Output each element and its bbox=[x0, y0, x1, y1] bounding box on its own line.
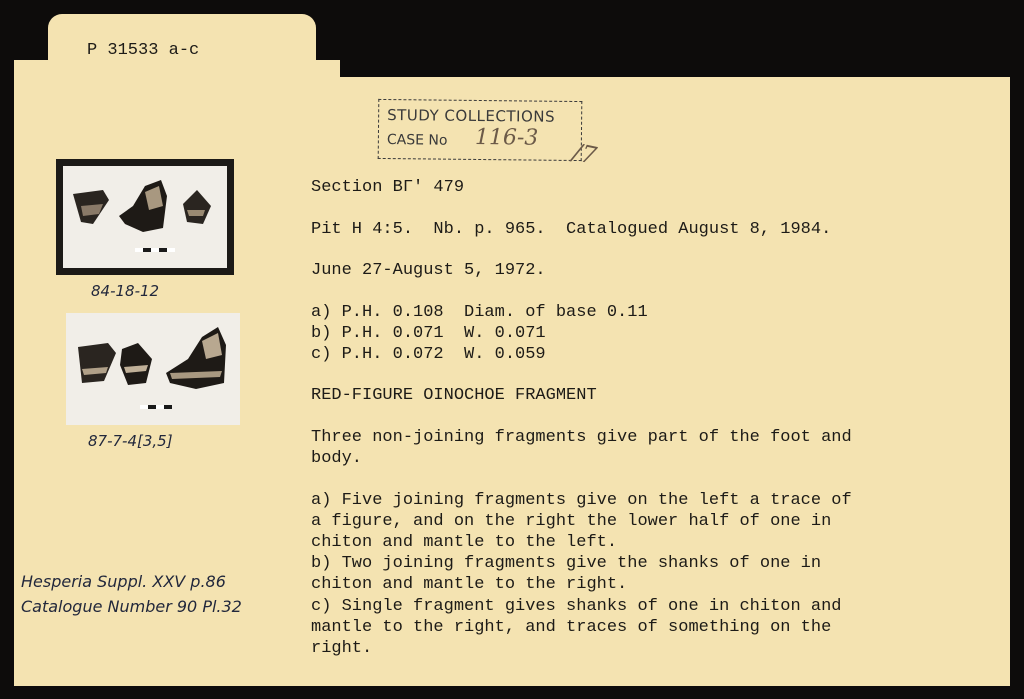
description-line: body. bbox=[311, 449, 363, 468]
measurement-c: c) P.H. 0.072 W. 0.059 bbox=[311, 345, 546, 364]
measurement-a: a) P.H. 0.108 Diam. of base 0.11 bbox=[311, 303, 648, 322]
details-line: chiton and mantle to the left. bbox=[311, 533, 618, 552]
study-collections-stamp bbox=[378, 99, 583, 161]
stamp-annotation: /7 bbox=[570, 137, 600, 171]
fragment-photo-2 bbox=[66, 313, 240, 425]
section-line: Section BΓ' 479 bbox=[311, 178, 465, 197]
details-line: a figure, and on the right the lower half of one in bbox=[311, 512, 832, 531]
details-line: mantle to the right, and traces of something on the bbox=[311, 618, 832, 637]
details-line: right. bbox=[311, 639, 373, 658]
details-line: a) Five joining fragments give on the left a trace of bbox=[311, 491, 852, 510]
fragment-photo-2-image bbox=[66, 313, 240, 425]
details-line: c) Single fragment gives shanks of one in chiton and bbox=[311, 597, 842, 616]
photo-1-caption: 84-18-12 bbox=[91, 282, 160, 300]
fragment-photo-1-print bbox=[63, 166, 227, 268]
photo-2-caption: 87-7-4[3,5] bbox=[88, 432, 173, 450]
publication-reference-line2: Catalogue Number 90 Pl.32 bbox=[21, 597, 242, 616]
pit-line: Pit H 4:5. Nb. p. 965. Catalogued August 8, 1984. bbox=[311, 220, 832, 239]
stamp-line1: STUDY COLLECTIONS bbox=[387, 106, 556, 126]
dates-line: June 27-August 5, 1972. bbox=[311, 261, 546, 280]
stamp-line2: CASE No bbox=[386, 132, 448, 149]
measurement-b: b) P.H. 0.071 W. 0.071 bbox=[311, 324, 546, 343]
publication-reference-line1: Hesperia Suppl. XXV p.86 bbox=[21, 572, 226, 591]
details-line: b) Two joining fragments give the shanks of one in bbox=[311, 554, 822, 573]
details-line: chiton and mantle to the right. bbox=[311, 575, 628, 594]
object-title: RED-FIGURE OINOCHOE FRAGMENT bbox=[311, 386, 597, 405]
stamp-case-number: 116-3 bbox=[474, 124, 539, 151]
description-line: Three non-joining fragments give part of the foot and bbox=[311, 428, 852, 447]
fragment-photo-1-image bbox=[63, 166, 227, 268]
card-id: P 31533 a-c bbox=[87, 41, 200, 60]
fragment-photo-1 bbox=[56, 159, 234, 275]
